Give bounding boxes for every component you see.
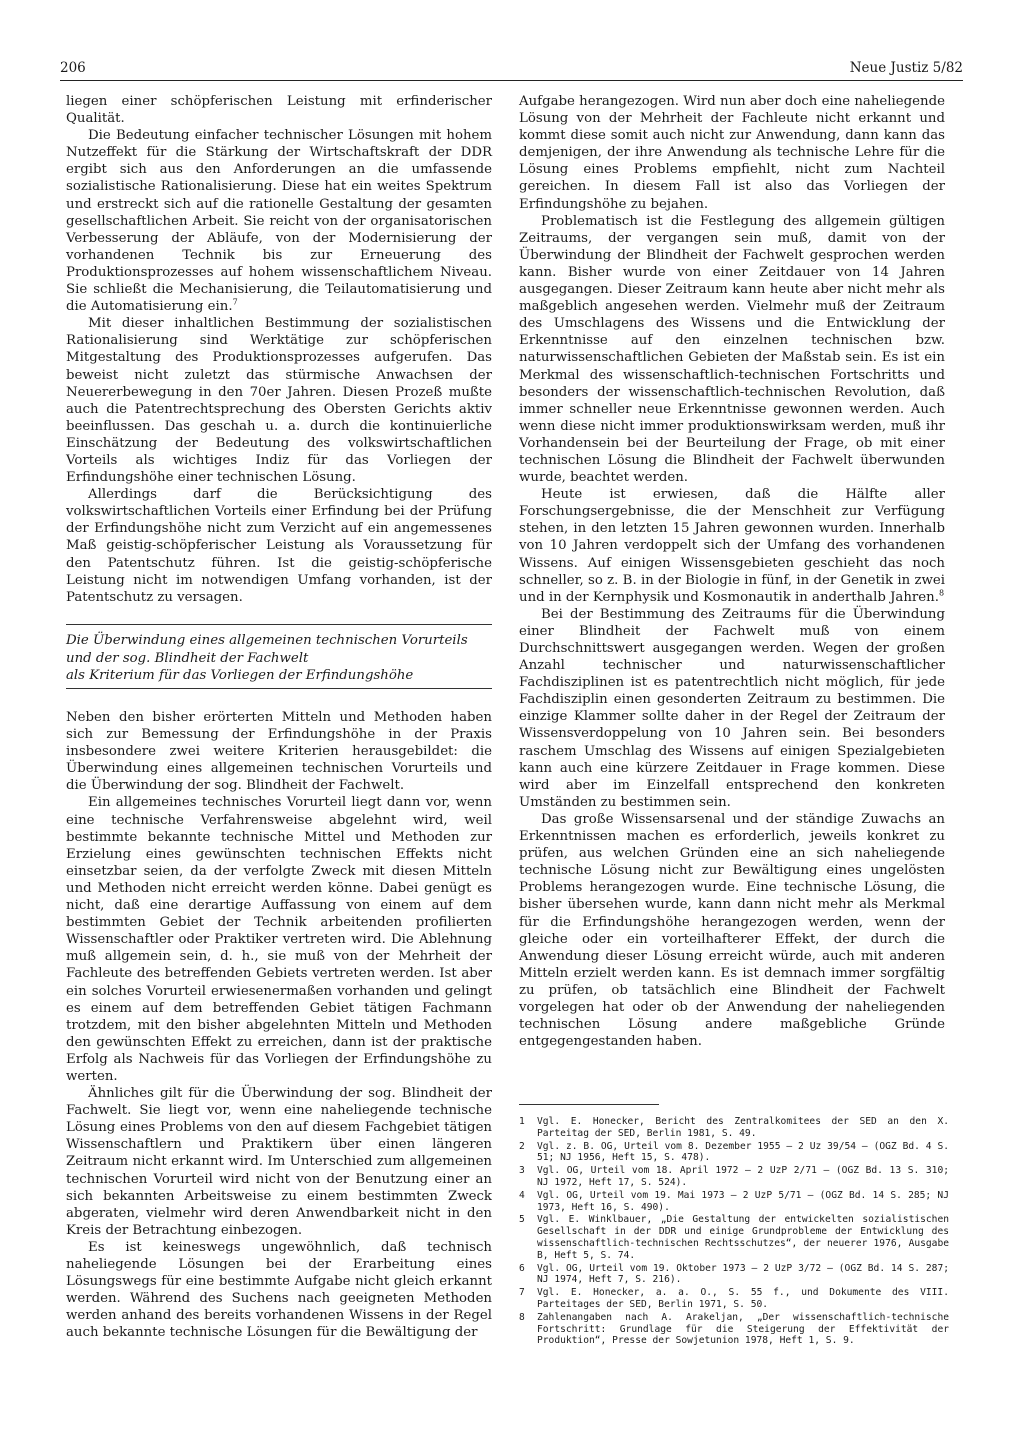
footnote-number: 8 <box>519 1311 525 1323</box>
footnote-number: 7 <box>519 1287 525 1299</box>
footnote-number: 3 <box>519 1165 525 1177</box>
paragraph <box>519 486 945 606</box>
section-heading-line: als Kriterium für das Vorliegen der Erfindungshöhe <box>66 668 414 683</box>
footnote <box>519 1165 949 1189</box>
footnote-number: 6 <box>519 1262 525 1274</box>
footnotes <box>519 1116 949 1348</box>
section-heading-line: Die Überwindung eines allgemeinen technischen Vorurteils <box>66 633 468 648</box>
header-rule <box>60 80 963 81</box>
section-heading <box>66 632 496 685</box>
paragraph: Es ist keineswegs ungewöhnlich, daß technisch naheliegende Lösungen bei der Erarbeitung eines Lösungswegs für eine bestimmte Aufgabe nicht gleich erkannt werden. Während des Suchens nach geeigneten Methoden werden anhand des bereits vorhandenen Wissens in der Regel auch bekannte technische Lösungen für die Bewältigung der <box>66 1239 492 1341</box>
paragraph: Ähnliches gilt für die Überwindung der sog. Blindheit der Fachwelt. Sie liegt vor, wenn eine naheliegende technische Lösung eines Problems von den auf diesem Fachgebiet tätigen Wissenschaftlern und Praktikern über einen längeren Zeitraum nicht erkannt wird. Im Unterschied zum allgemeinen technischen Vorurteil wird nicht von der Benutzung einer an sich bekannten Arbeitsweise zu einem bestimmten Zweck abgeraten, vielmehr wird deren Anwendbarkeit nicht in den Kreis der Betrachtung einbezogen. <box>66 1086 492 1238</box>
footnote <box>519 1312 949 1347</box>
footnote <box>519 1263 949 1287</box>
footnote-ref: 8 <box>938 588 945 598</box>
left-column-top <box>66 93 492 606</box>
paragraph: Das große Wissensarsenal und der ständige Zuwachs an Erkenntnissen machen es erforderlich, jeweils konkret zu prüfen, aus welchen Gründen eine an sich naheliegende technische Lösung nicht zur Bewältigung eines ungelösten Problems herangezogen wurde. Eine technische Lösung, die bisher übersehen wurde, kann dann nicht mehr als Merkmal für die Erfindungshöhe herangezogen werden, wenn der gleiche oder ein vorteilhafterer Effekt, der durch die Anwendung dieser Lösung erreicht würde, auch mit anderen Mitteln erzielt werden kann. Es ist demnach immer sorgfältig zu prüfen, ob tatsächlich eine Blindheit der Fachwelt vorgelegen hat oder ob der Anwendung der naheliegenden technischen Lösung andere maßgebliche Gründe entgegengestanden haben. <box>519 811 945 1050</box>
footnote-rule <box>519 1104 659 1105</box>
footnote-number: 5 <box>519 1214 525 1226</box>
footnote-number: 1 <box>519 1116 525 1127</box>
left-column-bottom <box>66 709 492 1341</box>
journal-issue: Neue Justiz 5/82 <box>849 60 963 76</box>
footnote <box>519 1190 949 1214</box>
paragraph-text: Die Bedeutung einfacher technischer Lösungen mit hohem Nutzeffekt für die Stärkung der Wirtschaftskraft der DDR ergibt sich aus den Anforderungen an die umfassende sozialistische Rationalisierung. Diese hat ein weites Spektrum und erstreckt sich auf die rationelle Gestaltung der gesamten gesellschaftlichen Arbeit. Sie reicht von der organisatorischen Verbesserung der Abläufe, von der Modernisierung der vorhandenen Technik bis zur Erneuerung des Produktionsprozesses auf hohem wissenschaftlichem Niveau. Sie schließt die Mechanisierung, die Teilautomatisierung und die Automatisierung ein. <box>66 128 492 315</box>
paragraph <box>66 127 492 315</box>
footnote-text: Vgl. OG, Urteil vom 18. April 1972 – 2 UzP 2/71 – (OGZ Bd. 13 S. 310; NJ 1972, Heft 17, S. 524). <box>537 1165 949 1188</box>
section-rule-bottom <box>66 688 492 689</box>
footnote-text: Vgl. E. Honecker, a. a. O., S. 55 f., und Dokumente des VIII. Parteitages der SED, Berlin 1971, S. 50. <box>537 1287 949 1310</box>
footnote <box>519 1214 949 1261</box>
footnote <box>519 1287 949 1311</box>
footnote-number: 4 <box>519 1189 525 1201</box>
footnote-text: Vgl. OG, Urteil vom 19. Mai 1973 – 2 UzP 5/71 – (OGZ Bd. 14 S. 285; NJ 1973, Heft 16, S. 490). <box>537 1189 949 1213</box>
footnote-text: Vgl. E. Honecker, Bericht des Zentralkomitees der SED an den X. Parteitag der SED, Berlin 1981, S. 49. <box>537 1116 949 1139</box>
paragraph: Neben den bisher erörterten Mitteln und Methoden haben sich zur Bemessung der Erfindungshöhe in der Praxis insbesondere zwei weitere Kriterien herausgebildet: die Überwindung eines allgemeinen technischen Vorurteils und die Überwindung der sog. Blindheit der Fachwelt. <box>66 710 492 794</box>
paragraph: Aufgabe herangezogen. Wird nun aber doch eine naheliegende Lösung von der Mehrheit der Fachleute nicht erkannt und kommt diese somit auch nicht zur Anwendung, dann kann das demjenigen, der ihre Anwendung als technische Lehre für die Lösung eines Problems empfiehlt, nicht zum Nachteil gereichen. In diesem Fall ist also das Vorliegen der Erfindungshöhe zu bejahen. <box>519 94 945 212</box>
footnote-ref: 7 <box>232 297 238 307</box>
page-number: 206 <box>60 60 86 76</box>
right-column <box>519 93 945 1050</box>
footnote-text: Vgl. z. B. OG, Urteil vom 8. Dezember 1955 – 2 Uz 39/54 – (OGZ Bd. 4 S. 51; NJ 1956, Heft 15, S. 478). <box>537 1140 949 1164</box>
footnote <box>519 1141 949 1165</box>
paragraph-text: Heute ist erwiesen, daß die Hälfte aller Forschungsergebnisse, die der Menschheit zur Verfügung stehen, in den letzten 15 Jahren gewonnen wurden. Innerhalb von 10 Jahren verdoppelt sich der Umfang des vorhandenen Wissens. Auf einigen Wissensgebieten geschieht das noch schneller, so z. B. in der Biologie in fünf, in der Genetik in zwei und in der Kernphysik und Kosmonautik in anderthalb Jahren. <box>519 487 945 605</box>
paragraph: Mit dieser inhaltlichen Bestimmung der sozialistischen Rationalisierung sind Werktätige zur schöpferischen Mitgestaltung des Produktionsprozesses aufgerufen. Das beweist nicht zuletzt das stürmische Anwachsen der Neuererbewegung in den 70er Jahren. Diesen Prozeß mußte auch die Patentrechtsprechung des Obersten Gerichts aktiv beeinflussen. Das geschah u. a. durch die kontinuierliche Einschätzung der Bedeutung des volkswirtschaftlichen Vorteils als wichtiges Indiz für das Vorliegen der Erfindungshöhe einer technischen Lösung. <box>66 316 492 486</box>
paragraph: Problematisch ist die Festlegung des allgemein gültigen Zeitraums, der vergangen sein muß, damit von der Überwindung der Blindheit der Fachwelt gesprochen werden kann. Bisher wurde von einer Zeitdauer von 14 Jahren ausgegangen. Dieser Zeitraum kann heute aber nicht mehr als maßgeblich angesehen werden. Vielmehr muß der Zeitraum des Umschlagens des Wissens und die Entwicklung der Erkenntnisse auf den einzelnen technischen bzw. naturwissenschaftlichen Gebieten der Maßstab sein. Es ist ein Merkmal des wissenschaftlich-technischen Fortschritts und besonders der wissenschaftlich-technischen Revolution, daß immer schneller neue Erkenntnisse gewonnen werden. Auch wenn diese nicht immer produktionswirksam werden, muß ihr Vorhandensein bei der Beurteilung der Frage, ob mit einer technischen Lösung die Blindheit der Fachwelt überwunden wurde, beachtet werden. <box>519 213 945 486</box>
paragraph: liegen einer schöpferischen Leistung mit erfinderischer Qualität. <box>66 94 492 127</box>
footnote-text: Vgl. E. Winklbauer, „Die Gestaltung der entwickelten sozialistischen Gesellschaft in der DDR und einige Grundprobleme der Entwicklung des wissenschaftlich-technischen Rechtsschutzes“, der neuerer 1976, Ausgabe B, Heft 5, S. 74. <box>537 1214 949 1261</box>
paragraph: Allerdings darf die Berücksichtigung des volkswirtschaftlichen Vorteils einer Erfindung bei der Prüfung der Erfindungshöhe nicht zum Verzicht auf ein angemessenes Maß geistig-schöpferischer Leistung als Voraussetzung für den Patentschutz führen. Ist die geistig-schöpferische Leistung nicht im notwendigen Umfang vorhanden, ist der Patentschutz zu versagen. <box>66 487 492 605</box>
footnote-text: Zahlenangaben nach A. Arakeljan, „Der wissenschaftlich-technische Fortschritt: Grundlage für die Steigerung der Effektivität der Produktion“, Presse der Sowjetunion 1978, Heft 1, S. 9. <box>537 1311 949 1347</box>
footnote-number: 2 <box>519 1140 525 1152</box>
paragraph: Ein allgemeines technisches Vorurteil liegt dann vor, wenn eine technische Verfahrensweise abgelehnt wird, weil bestimmte bekannte technische Mittel und Methoden zur Erzielung eines gewünschten technischen Effekts nicht einsetzbar seien, da der verfolgte Zweck mit diesen Mitteln und Methoden nicht erreicht werden könne. Dabei genügt es nicht, daß eine derartige Auffassung von einem auf dem bestimmten Gebiet der Technik arbeitenden profilierten Wissenschaftler oder Praktiker vertreten wird. Die Ablehnung muß allgemein sein, d. h., sie muß von der Mehrheit der Fachleute des betreffenden Gebiets vertreten werden. Ist aber ein solches Vorurteil erwiesenermaßen vorhanden und gelingt es einem auf dem betreffenden Gebiet tätigen Fachmann trotzdem, mit den bisher abgelehnten Mitteln und Methoden den gewünschten Effekt zu erreichen, dann ist der praktische Erfolg als Nachweis für das Vorliegen der Erfindungshöhe zu werten. <box>66 795 492 1084</box>
footnote-text: Vgl. OG, Urteil vom 19. Oktober 1973 – 2 UzP 3/72 – (OGZ Bd. 14 S. 287; NJ 1974, Heft 7, S. 216). <box>537 1262 949 1286</box>
footnote <box>519 1116 949 1140</box>
section-heading-line: und der sog. Blindheit der Fachwelt <box>66 650 309 666</box>
section-rule-top <box>66 624 492 625</box>
paragraph: Bei der Bestimmung des Zeitraums für die Überwindung einer Blindheit der Fachwelt muß von einem Durchschnittswert ausgegangen werden. Wegen der großen Anzahl technischer und naturwissenschaftlicher Fachdisziplinen ist es patentrechtlich nicht möglich, für jede Fachdisziplin einen gesonderten Zeitraum zu bestimmen. Die einzige Klammer sollte daher in der Regel der Zeitraum der Wissensverdoppelung von 10 Jahren sein. Bei besonders raschem Umschlag des Wissens auf einigen Spezialgebieten kann auch eine kürzere Zeitdauer in Frage kommen. Diese wird aber im Einzelfall entsprechend den konkreten Umständen zu bestimmen sein. <box>519 606 945 810</box>
